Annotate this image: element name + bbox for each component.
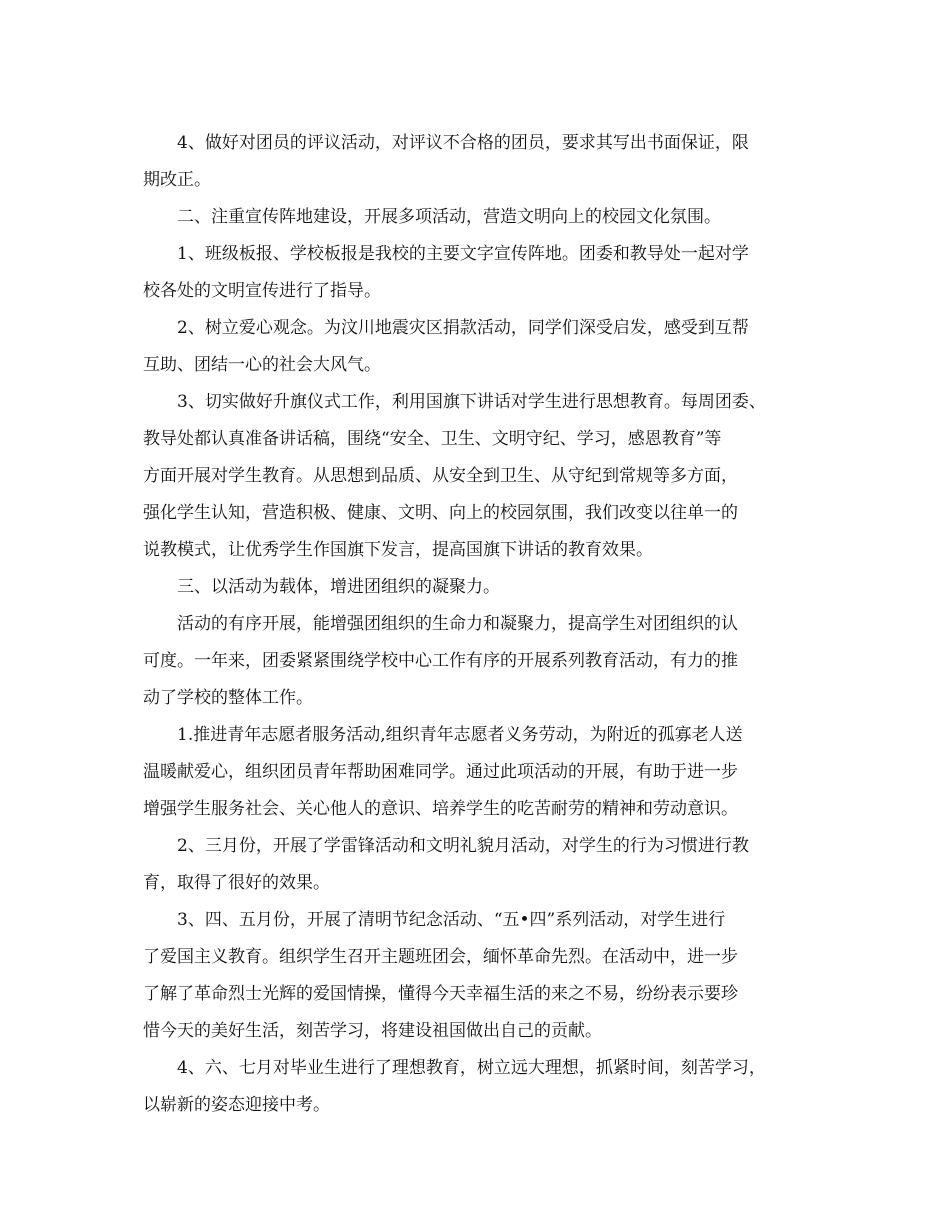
document-line: 强化学生认知，营造积极、健康、文明、向上的校园氛围，我们改变以往单一的 (143, 503, 738, 523)
document-line: 温暖献爱心，组织团员青年帮助困难同学。通过此项活动的开展，有助于进一步 (143, 762, 738, 782)
document-line: 教导处都认真准备讲话稿，围绕“安全、卫生、文明守纪、学习，感恩教育”等 (143, 429, 722, 449)
document-line: 活动的有序开展，能增强团组织的生命力和凝聚力，提高学生对团组织的认 (177, 614, 738, 634)
document-line: 以崭新的姿态迎接中考。 (143, 1095, 330, 1115)
document-line: 4、六、七月对毕业生进行了理想教育，树立远大理想，抓紧时间，刻苦学习， (177, 1058, 766, 1078)
document-line: 育，取得了很好的效果。 (143, 873, 330, 893)
document-line: 说教模式，让优秀学生作国旗下发言，提高国旗下讲话的教育效果。 (143, 540, 653, 560)
document-line: 1.推进青年志愿者服务活动,组织青年志愿者义务劳动，为附近的孤寡老人送 (177, 725, 743, 745)
document-line: 3、切实做好升旗仪式工作，利用国旗下讲话对学生进行思想教育。每周团委、 (177, 392, 766, 412)
document-line: 可度。一年来，团委紧紧围绕学校中心工作有序的开展系列教育活动，有力的推 (143, 651, 738, 671)
document-line: 动了学校的整体工作。 (143, 688, 313, 708)
document-line: 了解了革命烈士光辉的爱国情操，懂得今天幸福生活的来之不易，纷纷表示要珍 (143, 984, 738, 1004)
document-body (143, 125, 818, 1124)
document-line: 了爱国主义教育。组织学生召开主题班团会，缅怀革命先烈。在活动中，进一步 (143, 947, 738, 967)
document-line: 期改正。 (143, 170, 211, 190)
document-line: 校各处的文明宣传进行了指导。 (143, 281, 381, 301)
document-line: 惜今天的美好生活，刻苦学习，将建设祖国做出自己的贡献。 (143, 1021, 602, 1041)
document-line: 增强学生服务社会、关心他人的意识、培养学生的吃苦耐劳的精神和劳动意识。 (143, 799, 738, 819)
document-line: 三、以活动为载体，增进团组织的凝聚力。 (177, 577, 500, 597)
document-line: 2、三月份，开展了学雷锋活动和文明礼貌月活动，对学生的行为习惯进行教 (177, 836, 749, 856)
document-line: 4、做好对团员的评议活动，对评议不合格的团员，要求其写出书面保证，限 (177, 133, 749, 153)
document-line: 1、班级板报、学校板报是我校的主要文字宣传阵地。团委和教导处一起对学 (177, 244, 749, 264)
document-line: 2、树立爱心观念。为汶川地震灾区捐款活动，同学们深受启发，感受到互帮 (177, 318, 749, 338)
document-line: 方面开展对学生教育。从思想到品质、从安全到卫生、从守纪到常规等多方面， (143, 466, 738, 486)
document-line: 互助、团结一心的社会大风气。 (143, 355, 381, 375)
document-line: 3、四、五月份，开展了清明节纪念活动、“五•四”系列活动，对学生进行 (177, 910, 726, 930)
document-line: 二、注重宣传阵地建设，开展多项活动，营造文明向上的校园文化氛围。 (177, 207, 721, 227)
